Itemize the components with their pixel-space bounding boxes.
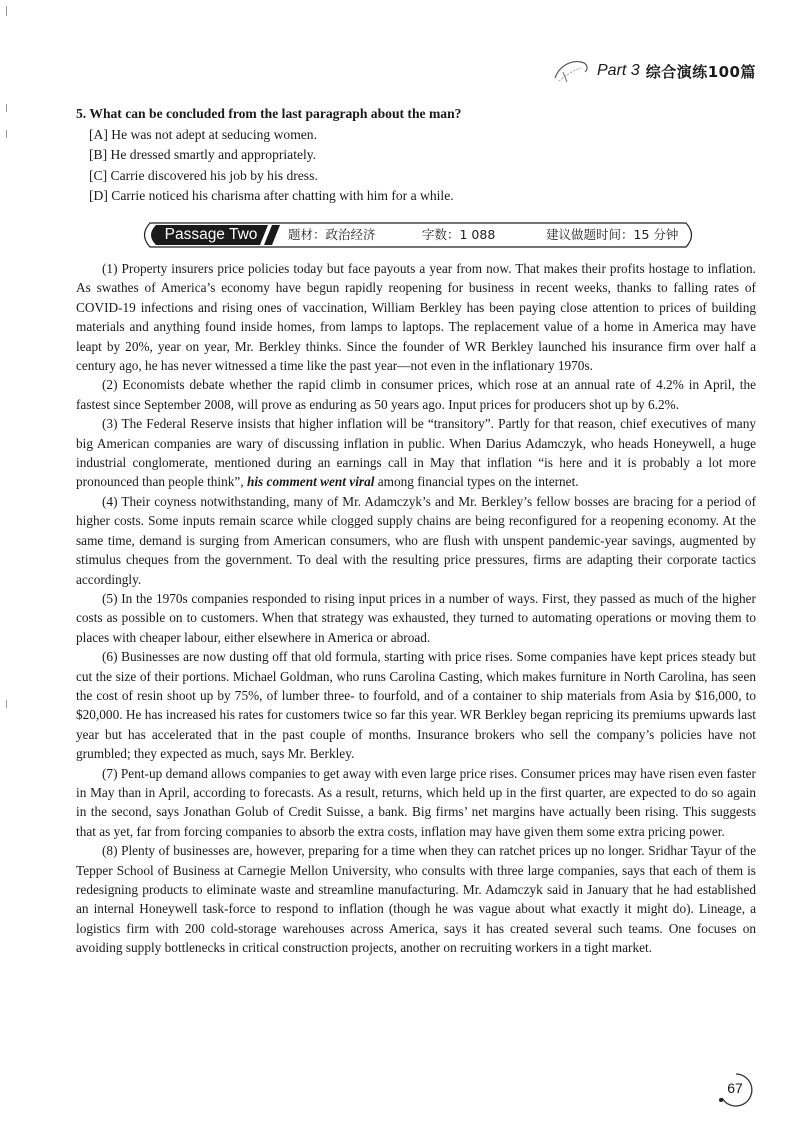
margin-mark [6,130,7,138]
paragraph-8: (8) Plenty of businesses are, however, preparing for a time when they can ratchet prices up no longer. Sridhar Tayur of the Tepper School of Business at Carnegie Mellon University, who consults with three large companies, says that each of them is redesigning products to eliminate waste and streamline manufacturing. Mr. Adamczyk said in January that he had established an internal Honeywell task-force to respond to inflation (though he was vague about what exactly it might do). Lineage, a logistics firm with 200 cold-storage warehouses across America, says it has created several such teams. One focuses on avoiding supply bottlenecks in critical construction projects, another on recruiting workers in a tight market. [76,843,756,956]
paragraph-7: (7) Pent-up demand allows companies to get away with even large price rises. Consumer prices may have risen even faster in May than in April, according to forecasts. As a result, returns, which held up in the first quarter, are expected to do so again in the second, says Jonathan Golub of Credit Suisse, a bank. Big firms’ net margins have actually been rising. This suggests that as yet, far from forcing companies to absorb the extra costs, inflation may have given them some extra pricing power. [76,765,756,839]
passage-label: Passage Two [164,226,258,243]
page-header [551,56,756,86]
question-stem: 5. What can be concluded from the last paragraph about the man? [76,106,462,121]
swirl-logo-icon [551,56,591,86]
option-b: [B] He dressed smartly and appropriately. [89,147,317,162]
paragraph-2: (2) Economists debate whether the rapid climb in consumer prices, which rose at an annual rate of 4.2% in April, the fastest since September 2008, will prove as enduring as 50 years ago. Input prices for producers shot up by 6.2%. [76,377,756,412]
option-c: [C] Carrie discovered his job by his dress. [89,167,318,183]
paragraph-3-text-b: among financial types on the internet. [374,474,579,490]
paragraph-1: (1) Property insurers price policies today but face payouts a year from now. That makes their profits hostage to inflation. As swathes of America’s economy have begun rapidly reopening for business in recent weeks, thanks to falling rates of COVID-19 infections and rising ones of vaccination, William Berkley has been paying close attention to prices of building materials and anything found inside homes, from lamps to laptops. The replacement value of a home in America may have leapt by 20%, year on year, Mr. Berkley thinks. Since the founder of WR Berkley launched his insurance firm over half a century ago, he has never witnessed a time like the past year—not even in the inflationary 1970s. [76,261,756,374]
margin-mark [6,104,7,112]
paragraph-5: (5) In the 1970s companies responded to rising input prices in a number of ways. First, they passed as much of the higher costs as possible on to customers. When that strategy was exhausted, they turned to automating operations or moving them to places with cheaper labour, either elsewhere in America or abroad. [76,590,756,645]
passage-topic: 题材：政治经济 [288,227,376,242]
section-title: 综合演练100篇 [645,62,756,81]
paragraph-4: (4) Their coyness notwithstanding, many of Mr. Adamczyk’s and Mr. Berkley’s fellow bosses are bracing for a period of higher costs. Some inputs remain scarce while clogged supply chains are being reconfigured for a reopening economy. At the same time, demand is surging from American consumers, who are flush with unspent pandemic-year savings, augmented by stimulus cheques from the government. To deal with the resulting price pressures, firms are adapting their corporate tactics accordingly. [76,493,756,587]
passage-suggested-time: 建议做题时间：15 分钟 [546,227,679,242]
paragraph-3 [76,414,756,492]
paragraph-6: (6) Businesses are now dusting off that old formula, starting with price rises. Some companies have kept prices steady but cut the size of their portions. Michael Goldman, who runs Carolina Casting, which makes furniture in North Carolina, has seen the cost of resin shoot up by 75%, of lumber three- to fourfold, and of a container to ship materials from Asia by $16,000, to $20,000. He has increased his rates for customers twice so far this year. WR Berkley began repricing its premiums upwards last year but has accelerated that in the past couple of months. Insurance brokers who sell the company’s policies have not grumbled; they expected as much, says Mr. Berkley. [76,649,756,762]
margin-mark [6,700,7,708]
part-label: Part 3 [597,62,640,79]
question-block [76,104,756,207]
paragraph-3-text-a: (3) The Federal Reserve insists that higher inflation will be “transitory”. Partly for that reason, chief executives of many big American companies are wary of discussing inflation in public. When Darius Adamczyk, who heads Honeywell, a huge industrial conglomerate, mentioned during an earnings call in May that inflation “is here and it is probably a lot more pronounced than people think”, [76,416,756,490]
page-number: 67 [727,1080,743,1096]
option-a: [A] He was not adept at seducing women. [89,126,318,142]
passage-header-bar [136,222,698,248]
paragraph-3-emphasis: his comment went viral [246,474,375,490]
page-number-badge [716,1070,756,1110]
passage-body [76,259,756,958]
option-d: [D] Carrie noticed his charisma after chatting with him for a while. [89,188,454,203]
passage-word-count: 字数：1 088 [422,227,496,242]
margin-mark [6,6,7,16]
